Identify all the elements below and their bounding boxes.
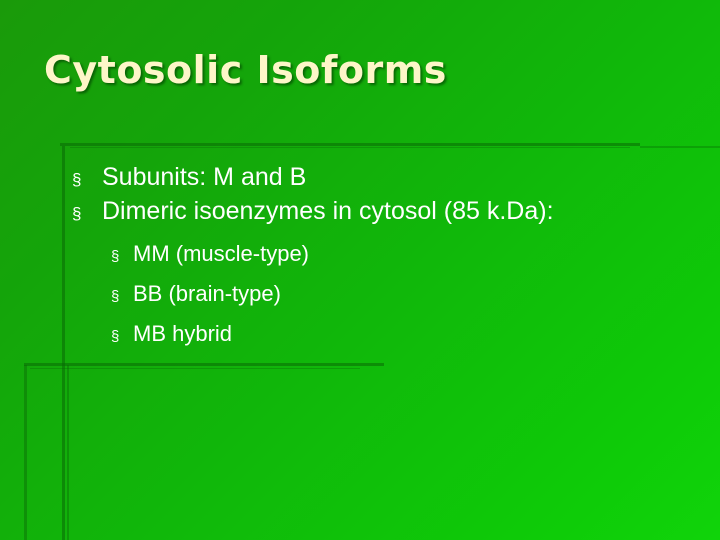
bullet-text: Dimeric isoenzymes in cytosol (85 k.Da): — [102, 197, 554, 225]
sub-bullet-item — [111, 274, 554, 314]
decorative-divider-top-thin — [70, 147, 630, 148]
sub-bullet-text: BB (brain-type) — [133, 281, 281, 306]
decorative-divider-middle-thin — [30, 368, 360, 369]
sub-bullet-marker-icon: § — [111, 328, 120, 345]
decorative-divider-top — [60, 143, 640, 146]
bullet-item — [72, 160, 554, 194]
sub-bullet-item — [111, 234, 554, 274]
decorative-divider-right — [640, 146, 720, 148]
sub-bullet-item — [111, 314, 554, 354]
sub-bullet-group — [72, 234, 554, 354]
bullet-text: Subunits: M and B — [102, 163, 307, 191]
decorative-frame-vertical-left — [24, 365, 27, 540]
slide-title: Cytosolic Isoforms — [44, 48, 447, 92]
bullet-list — [72, 160, 554, 354]
sub-bullet-list — [111, 234, 554, 354]
decorative-divider-middle — [24, 363, 384, 366]
decorative-frame-vertical — [62, 146, 65, 540]
bullet-item — [72, 194, 554, 228]
decorative-frame-vertical-thin — [67, 365, 69, 540]
sub-bullet-text: MM (muscle-type) — [133, 241, 310, 266]
bullet-marker-icon: § — [72, 204, 82, 223]
bullet-marker-icon: § — [72, 170, 82, 189]
sub-bullet-marker-icon: § — [111, 288, 120, 305]
sub-bullet-text: MB hybrid — [133, 321, 233, 346]
sub-bullet-marker-icon: § — [111, 248, 120, 265]
